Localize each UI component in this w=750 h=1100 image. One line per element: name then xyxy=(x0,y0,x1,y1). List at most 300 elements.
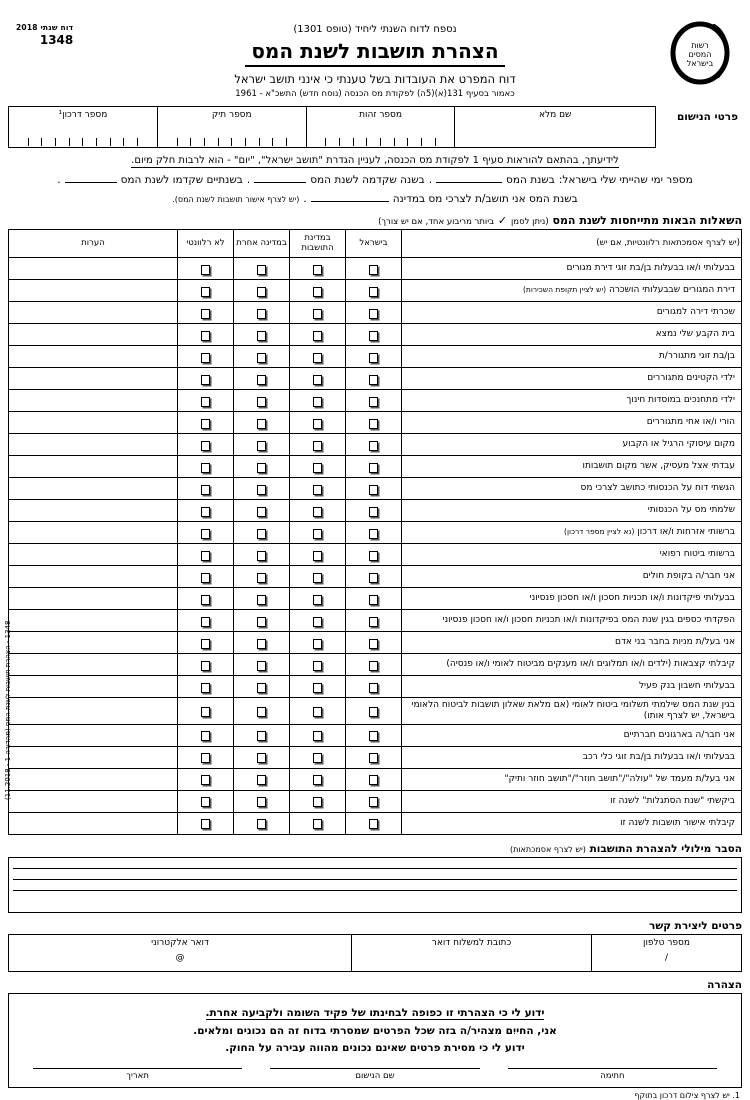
explanation-title-text: הסבר מילולי להצהרת התושבות xyxy=(589,842,742,855)
checkbox-cell-israel[interactable] xyxy=(346,412,402,434)
checkbox-not-relevant[interactable] xyxy=(201,507,210,517)
checkbox-cell-israel[interactable] xyxy=(346,654,402,676)
taxpayer-name-label: שם הנישום xyxy=(355,1070,395,1081)
checkbox-israel[interactable] xyxy=(369,353,378,363)
checkbox-cell-not-relevant[interactable] xyxy=(178,390,234,412)
contact-phone-input[interactable]: / xyxy=(664,952,669,963)
question-note-text: (נא לציין מספר דרכון) xyxy=(564,527,635,537)
checkbox-israel[interactable] xyxy=(369,819,378,829)
checkbox-other-country[interactable] xyxy=(257,441,266,451)
checkbox-other-country[interactable] xyxy=(257,731,266,741)
checkbox-cell-other-country[interactable] xyxy=(234,258,290,280)
checkbox-cell-residence-country[interactable] xyxy=(290,500,346,522)
checkbox-israel[interactable] xyxy=(369,463,378,473)
checkbox-cell-residence-country[interactable] xyxy=(290,456,346,478)
remarks-cell[interactable] xyxy=(9,632,178,654)
signature-field[interactable] xyxy=(494,1068,731,1081)
remarks-cell[interactable] xyxy=(9,724,178,746)
checkbox-other-country[interactable] xyxy=(257,753,266,763)
checkbox-other-country[interactable] xyxy=(257,707,266,717)
checkbox-israel[interactable] xyxy=(369,595,378,605)
question-text xyxy=(402,522,742,544)
question-text: בבעלותי ו/או בבעלות בן/בת זוגי דירת מגורים xyxy=(402,258,742,280)
checkbox-not-relevant[interactable] xyxy=(201,707,210,717)
remarks-cell[interactable] xyxy=(9,566,178,588)
checkbox-residence-country[interactable] xyxy=(313,753,322,763)
checkbox-not-relevant[interactable] xyxy=(201,639,210,649)
checkbox-cell-residence-country[interactable] xyxy=(290,768,346,790)
checkbox-israel[interactable] xyxy=(369,331,378,341)
checkbox-israel[interactable] xyxy=(369,265,378,275)
checkbox-cell-israel[interactable] xyxy=(346,724,402,746)
contact-address-cell[interactable] xyxy=(351,935,591,971)
checkbox-cell-not-relevant[interactable] xyxy=(178,812,234,834)
question-text: הורי ו/או אחי מתגוררים xyxy=(402,412,742,434)
declaration-box xyxy=(8,993,742,1088)
notice-text-wrap xyxy=(10,155,740,166)
question-text: בית הקבע שלי נמצא xyxy=(402,324,742,346)
checkbox-cell-residence-country[interactable] xyxy=(290,280,346,302)
checkbox-residence-country[interactable] xyxy=(313,485,322,495)
checkbox-residence-country[interactable] xyxy=(313,265,322,275)
signature-label: חתימה xyxy=(600,1070,625,1081)
remarks-cell[interactable] xyxy=(9,456,178,478)
checkbox-not-relevant[interactable] xyxy=(201,797,210,807)
checkbox-cell-israel[interactable] xyxy=(346,368,402,390)
remarks-cell[interactable] xyxy=(9,412,178,434)
checkbox-israel[interactable] xyxy=(369,309,378,319)
checkbox-cell-residence-country[interactable] xyxy=(290,676,346,698)
checkbox-cell-other-country[interactable] xyxy=(234,698,290,725)
field-id-number-input[interactable] xyxy=(307,123,455,147)
checkbox-cell-residence-country[interactable] xyxy=(290,746,346,768)
checkbox-cell-residence-country[interactable] xyxy=(290,698,346,725)
checkbox-cell-israel[interactable] xyxy=(346,390,402,412)
legal-reference: כאמור בסעיף 131(א)(5ה) לפקודת מס הכנסה (נוסח חדש) התשכ"א - 1961 xyxy=(235,89,515,99)
checkbox-cell-israel[interactable] xyxy=(346,478,402,500)
checkbox-israel[interactable] xyxy=(369,707,378,717)
checkbox-other-country[interactable] xyxy=(257,287,266,297)
residency-statements xyxy=(14,172,736,205)
checkbox-cell-other-country[interactable] xyxy=(234,324,290,346)
remarks-cell[interactable] xyxy=(9,258,178,280)
checkbox-not-relevant[interactable] xyxy=(201,529,210,539)
contact-phone-label: מספר טלפון xyxy=(643,937,690,948)
remarks-cell[interactable] xyxy=(9,302,178,324)
declaration-title: הצהרה xyxy=(707,978,742,991)
checkbox-cell-residence-country[interactable] xyxy=(290,434,346,456)
remarks-cell[interactable] xyxy=(9,654,178,676)
checkbox-cell-other-country[interactable] xyxy=(234,724,290,746)
checkbox-israel[interactable] xyxy=(369,775,378,785)
checkbox-cell-not-relevant[interactable] xyxy=(178,544,234,566)
col-not-relevant: לא רלוונטי xyxy=(178,230,234,258)
checkbox-cell-other-country[interactable] xyxy=(234,812,290,834)
remarks-cell[interactable] xyxy=(9,522,178,544)
remarks-cell[interactable] xyxy=(9,368,178,390)
checkbox-not-relevant[interactable] xyxy=(201,353,210,363)
checkbox-other-country[interactable] xyxy=(257,797,266,807)
checkbox-cell-israel[interactable] xyxy=(346,346,402,368)
checkbox-cell-israel[interactable] xyxy=(346,500,402,522)
checkbox-residence-country[interactable] xyxy=(313,595,322,605)
checkbox-residence-country[interactable] xyxy=(313,775,322,785)
field-passport-number[interactable] xyxy=(9,107,157,147)
checkbox-other-country[interactable] xyxy=(257,375,266,385)
checkbox-cell-residence-country[interactable] xyxy=(290,588,346,610)
checkbox-israel[interactable] xyxy=(369,375,378,385)
checkbox-other-country[interactable] xyxy=(257,573,266,583)
remarks-cell[interactable] xyxy=(9,346,178,368)
checkbox-cell-not-relevant[interactable] xyxy=(178,698,234,725)
checkbox-other-country[interactable] xyxy=(257,309,266,319)
checkbox-not-relevant[interactable] xyxy=(201,819,210,829)
checkbox-cell-residence-country[interactable] xyxy=(290,390,346,412)
checkbox-residence-country[interactable] xyxy=(313,529,322,539)
checkbox-residence-country[interactable] xyxy=(313,573,322,583)
date-field[interactable] xyxy=(19,1068,256,1081)
remarks-cell[interactable] xyxy=(9,478,178,500)
checkbox-residence-country[interactable] xyxy=(313,797,322,807)
field-passport-number-input[interactable] xyxy=(9,123,157,147)
table-row xyxy=(9,790,742,812)
checkbox-cell-residence-country[interactable] xyxy=(290,324,346,346)
header-titles xyxy=(0,0,750,99)
checkbox-israel[interactable] xyxy=(369,287,378,297)
remarks-cell[interactable] xyxy=(9,676,178,698)
table-row xyxy=(9,346,742,368)
checkbox-israel[interactable] xyxy=(369,551,378,561)
remarks-cell[interactable] xyxy=(9,390,178,412)
question-main-text: ברשותי אזרחות ו/או דרכון xyxy=(637,527,735,538)
contact-phone-cell[interactable] xyxy=(591,935,741,971)
checkbox-not-relevant[interactable] xyxy=(201,595,210,605)
checkbox-cell-israel[interactable] xyxy=(346,258,402,280)
checkbox-not-relevant[interactable] xyxy=(201,397,210,407)
checkbox-cell-other-country[interactable] xyxy=(234,544,290,566)
checkbox-cell-other-country[interactable] xyxy=(234,632,290,654)
remarks-cell[interactable] xyxy=(9,280,178,302)
checkbox-cell-not-relevant[interactable] xyxy=(178,610,234,632)
checkbox-not-relevant[interactable] xyxy=(201,287,210,297)
checkbox-cell-other-country[interactable] xyxy=(234,522,290,544)
checkbox-cell-residence-country[interactable] xyxy=(290,610,346,632)
checkbox-residence-country[interactable] xyxy=(313,639,322,649)
days-year1-input[interactable] xyxy=(436,172,502,183)
residency-dot: . xyxy=(303,193,307,205)
checkbox-cell-not-relevant[interactable] xyxy=(178,654,234,676)
checkbox-other-country[interactable] xyxy=(257,683,266,693)
checkbox-israel[interactable] xyxy=(369,731,378,741)
checkbox-residence-country[interactable] xyxy=(313,707,322,717)
checkbox-not-relevant[interactable] xyxy=(201,375,210,385)
checkbox-israel[interactable] xyxy=(369,573,378,583)
checkbox-israel[interactable] xyxy=(369,397,378,407)
checkbox-cell-not-relevant[interactable] xyxy=(178,566,234,588)
checkbox-residence-country[interactable] xyxy=(313,507,322,517)
checkbox-cell-residence-country[interactable] xyxy=(290,566,346,588)
checkbox-cell-other-country[interactable] xyxy=(234,768,290,790)
checkbox-cell-israel[interactable] xyxy=(346,522,402,544)
checkbox-residence-country[interactable] xyxy=(313,683,322,693)
checkbox-cell-not-relevant[interactable] xyxy=(178,724,234,746)
checkbox-residence-country[interactable] xyxy=(313,375,322,385)
checkbox-cell-other-country[interactable] xyxy=(234,500,290,522)
checkbox-cell-residence-country[interactable] xyxy=(290,478,346,500)
checkbox-not-relevant[interactable] xyxy=(201,265,210,275)
checkbox-other-country[interactable] xyxy=(257,819,266,829)
residency-country-input[interactable] xyxy=(311,191,389,202)
field-full-name-label: שם מלא xyxy=(538,110,572,120)
checkbox-other-country[interactable] xyxy=(257,419,266,429)
checkbox-not-relevant[interactable] xyxy=(201,441,210,451)
checkbox-cell-not-relevant[interactable] xyxy=(178,522,234,544)
checkbox-cell-other-country[interactable] xyxy=(234,588,290,610)
checkbox-other-country[interactable] xyxy=(257,265,266,275)
checkbox-not-relevant[interactable] xyxy=(201,551,210,561)
checkbox-residence-country[interactable] xyxy=(313,441,322,451)
checkbox-residence-country[interactable] xyxy=(313,353,322,363)
checkbox-cell-israel[interactable] xyxy=(346,302,402,324)
checkbox-cell-israel[interactable] xyxy=(346,812,402,834)
checkbox-cell-not-relevant[interactable] xyxy=(178,302,234,324)
notice-text: לידיעתך, בהתאם להוראות סעיף 1 לפקודת מס הכנסה, לעניין הגדרת "תושב ישראל", "יום" - הוא לרבות חלק מיום. xyxy=(131,155,619,166)
checkbox-residence-country[interactable] xyxy=(313,731,322,741)
checkbox-cell-residence-country[interactable] xyxy=(290,724,346,746)
contact-table xyxy=(8,934,742,972)
checkbox-cell-other-country[interactable] xyxy=(234,346,290,368)
table-row xyxy=(9,434,742,456)
checkbox-residence-country[interactable] xyxy=(313,661,322,671)
question-text: הגשתי דוח על הכנסותי כתושב לצרכי מס xyxy=(402,478,742,500)
checkbox-cell-not-relevant[interactable] xyxy=(178,500,234,522)
field-id-number[interactable] xyxy=(306,107,455,147)
checkbox-israel[interactable] xyxy=(369,485,378,495)
checkbox-cell-not-relevant[interactable] xyxy=(178,412,234,434)
checkbox-israel[interactable] xyxy=(369,683,378,693)
checkbox-not-relevant[interactable] xyxy=(201,775,210,785)
checkbox-residence-country[interactable] xyxy=(313,419,322,429)
checkbox-israel[interactable] xyxy=(369,639,378,649)
checkbox-cell-israel[interactable] xyxy=(346,632,402,654)
checkbox-not-relevant[interactable] xyxy=(201,683,210,693)
remarks-cell[interactable] xyxy=(9,768,178,790)
checkbox-not-relevant[interactable] xyxy=(201,331,210,341)
checkbox-not-relevant[interactable] xyxy=(201,573,210,583)
checkbox-cell-israel[interactable] xyxy=(346,768,402,790)
question-text: קיבלתי אישור תושבות לשנה זו xyxy=(402,812,742,834)
checkbox-cell-israel[interactable] xyxy=(346,280,402,302)
checkbox-cell-residence-country[interactable] xyxy=(290,654,346,676)
checkbox-cell-not-relevant[interactable] xyxy=(178,768,234,790)
remarks-cell[interactable] xyxy=(9,500,178,522)
checkbox-cell-not-relevant[interactable] xyxy=(178,676,234,698)
date-label: תאריך xyxy=(126,1070,149,1081)
explanation-textarea[interactable] xyxy=(8,857,742,913)
checkbox-cell-other-country[interactable] xyxy=(234,280,290,302)
checkbox-cell-other-country[interactable] xyxy=(234,478,290,500)
checkbox-cell-residence-country[interactable] xyxy=(290,790,346,812)
checkbox-other-country[interactable] xyxy=(257,485,266,495)
checkbox-cell-residence-country[interactable] xyxy=(290,522,346,544)
checkbox-other-country[interactable] xyxy=(257,353,266,363)
field-file-number[interactable] xyxy=(157,107,306,147)
checkbox-cell-residence-country[interactable] xyxy=(290,632,346,654)
checkbox-cell-not-relevant[interactable] xyxy=(178,790,234,812)
contact-address-input[interactable] xyxy=(352,948,591,953)
checkbox-cell-not-relevant[interactable] xyxy=(178,346,234,368)
checkbox-cell-israel[interactable] xyxy=(346,588,402,610)
checkbox-israel[interactable] xyxy=(369,441,378,451)
checkbox-other-country[interactable] xyxy=(257,331,266,341)
contact-email-cell[interactable] xyxy=(9,935,351,971)
checkbox-israel[interactable] xyxy=(369,617,378,627)
checkbox-not-relevant[interactable] xyxy=(201,419,210,429)
field-full-name[interactable] xyxy=(454,107,655,147)
questions-table xyxy=(8,229,742,835)
checkbox-cell-not-relevant[interactable] xyxy=(178,258,234,280)
remarks-cell[interactable] xyxy=(9,588,178,610)
checkbox-other-country[interactable] xyxy=(257,507,266,517)
checkbox-not-relevant[interactable] xyxy=(201,753,210,763)
col-other-country: במדינה אחרת xyxy=(234,230,290,258)
side-edition-text: 1348 - הצהרת תושבות לשנת המס (מהדורה 1 - 11.2018) xyxy=(4,620,12,800)
checkbox-not-relevant[interactable] xyxy=(201,463,210,473)
checkbox-israel[interactable] xyxy=(369,797,378,807)
checkbox-residence-country[interactable] xyxy=(313,463,322,473)
question-text: בבעלותי ו/או בבעלות בן/בת זוגי כלי רכב xyxy=(402,746,742,768)
checkbox-residence-country[interactable] xyxy=(313,287,322,297)
checkbox-not-relevant[interactable] xyxy=(201,485,210,495)
contact-email-input[interactable]: @ xyxy=(175,952,185,963)
checkbox-cell-not-relevant[interactable] xyxy=(178,746,234,768)
checkbox-other-country[interactable] xyxy=(257,529,266,539)
checkbox-not-relevant[interactable] xyxy=(201,731,210,741)
checkbox-cell-not-relevant[interactable] xyxy=(178,632,234,654)
personal-details-label: פרטי הנישום xyxy=(676,111,738,123)
checkbox-cell-other-country[interactable] xyxy=(234,368,290,390)
checkbox-other-country[interactable] xyxy=(257,397,266,407)
checkbox-other-country[interactable] xyxy=(257,463,266,473)
checkbox-not-relevant[interactable] xyxy=(201,617,210,627)
checkbox-cell-israel[interactable] xyxy=(346,324,402,346)
checkbox-cell-not-relevant[interactable] xyxy=(178,280,234,302)
checkbox-israel[interactable] xyxy=(369,753,378,763)
checkbox-cell-israel[interactable] xyxy=(346,746,402,768)
table-row xyxy=(9,544,742,566)
checkbox-cell-other-country[interactable] xyxy=(234,566,290,588)
taxpayer-name-field[interactable] xyxy=(256,1068,493,1081)
checkmark-icon: ✓ xyxy=(497,214,508,227)
question-text: ביקשתי "שנת הסתגלות" לשנה זו xyxy=(402,790,742,812)
remarks-cell[interactable] xyxy=(9,324,178,346)
checkbox-israel[interactable] xyxy=(369,507,378,517)
checkbox-cell-residence-country[interactable] xyxy=(290,812,346,834)
checkbox-cell-israel[interactable] xyxy=(346,790,402,812)
explanation-line-2 xyxy=(13,879,737,880)
checkbox-cell-not-relevant[interactable] xyxy=(178,324,234,346)
checkbox-cell-not-relevant[interactable] xyxy=(178,456,234,478)
days-year3-input[interactable] xyxy=(65,172,117,183)
checkbox-residence-country[interactable] xyxy=(313,617,322,627)
checkbox-cell-other-country[interactable] xyxy=(234,790,290,812)
checkbox-residence-country[interactable] xyxy=(313,331,322,341)
checkbox-cell-israel[interactable] xyxy=(346,544,402,566)
checkbox-cell-israel[interactable] xyxy=(346,698,402,725)
residency-prefix-label: בשנת המס אני תושב/ת לצרכי מס במדינה xyxy=(392,193,578,205)
checkbox-cell-israel[interactable] xyxy=(346,566,402,588)
checkbox-other-country[interactable] xyxy=(257,595,266,605)
remarks-cell[interactable] xyxy=(9,610,178,632)
checkbox-cell-other-country[interactable] xyxy=(234,654,290,676)
checkbox-cell-israel[interactable] xyxy=(346,456,402,478)
checkbox-cell-not-relevant[interactable] xyxy=(178,368,234,390)
field-full-name-input[interactable] xyxy=(455,123,655,147)
checkbox-cell-residence-country[interactable] xyxy=(290,544,346,566)
checkbox-other-country[interactable] xyxy=(257,661,266,671)
tax-authority-logo xyxy=(664,20,736,86)
checkbox-cell-other-country[interactable] xyxy=(234,456,290,478)
checkbox-cell-israel[interactable] xyxy=(346,676,402,698)
checkbox-cell-residence-country[interactable] xyxy=(290,368,346,390)
col-remarks: הערות xyxy=(9,230,178,258)
field-file-number-input[interactable] xyxy=(158,123,306,147)
checkbox-cell-not-relevant[interactable] xyxy=(178,588,234,610)
checkbox-other-country[interactable] xyxy=(257,639,266,649)
table-row xyxy=(9,724,742,746)
checkbox-other-country[interactable] xyxy=(257,617,266,627)
checkbox-residence-country[interactable] xyxy=(313,309,322,319)
remarks-cell[interactable] xyxy=(9,746,178,768)
checkbox-cell-israel[interactable] xyxy=(346,434,402,456)
checkbox-cell-other-country[interactable] xyxy=(234,610,290,632)
remarks-cell[interactable] xyxy=(9,812,178,834)
checkbox-cell-other-country[interactable] xyxy=(234,676,290,698)
checkbox-residence-country[interactable] xyxy=(313,551,322,561)
checkbox-cell-not-relevant[interactable] xyxy=(178,478,234,500)
checkbox-israel[interactable] xyxy=(369,419,378,429)
table-row xyxy=(9,302,742,324)
checkbox-cell-other-country[interactable] xyxy=(234,390,290,412)
checkbox-israel[interactable] xyxy=(369,529,378,539)
checkbox-other-country[interactable] xyxy=(257,775,266,785)
checkbox-other-country[interactable] xyxy=(257,551,266,561)
checkbox-cell-other-country[interactable] xyxy=(234,302,290,324)
table-row xyxy=(9,390,742,412)
checkbox-not-relevant[interactable] xyxy=(201,661,210,671)
remarks-cell[interactable] xyxy=(9,544,178,566)
remarks-cell[interactable] xyxy=(9,790,178,812)
checkbox-cell-israel[interactable] xyxy=(346,610,402,632)
checkbox-cell-residence-country[interactable] xyxy=(290,302,346,324)
remarks-cell[interactable] xyxy=(9,698,178,725)
checkbox-cell-not-relevant[interactable] xyxy=(178,434,234,456)
checkbox-cell-residence-country[interactable] xyxy=(290,346,346,368)
checkbox-cell-other-country[interactable] xyxy=(234,434,290,456)
checkbox-israel[interactable] xyxy=(369,661,378,671)
checkbox-cell-other-country[interactable] xyxy=(234,412,290,434)
checkbox-cell-residence-country[interactable] xyxy=(290,412,346,434)
stamp-year: דוח שנתי 2018 xyxy=(16,23,74,32)
remarks-cell[interactable] xyxy=(9,434,178,456)
days-year2-input[interactable] xyxy=(254,172,306,183)
checkbox-cell-residence-country[interactable] xyxy=(290,258,346,280)
explanation-title xyxy=(8,843,742,855)
checkbox-residence-country[interactable] xyxy=(313,819,322,829)
checkbox-cell-other-country[interactable] xyxy=(234,746,290,768)
checkbox-not-relevant[interactable] xyxy=(201,309,210,319)
checkbox-residence-country[interactable] xyxy=(313,397,322,407)
